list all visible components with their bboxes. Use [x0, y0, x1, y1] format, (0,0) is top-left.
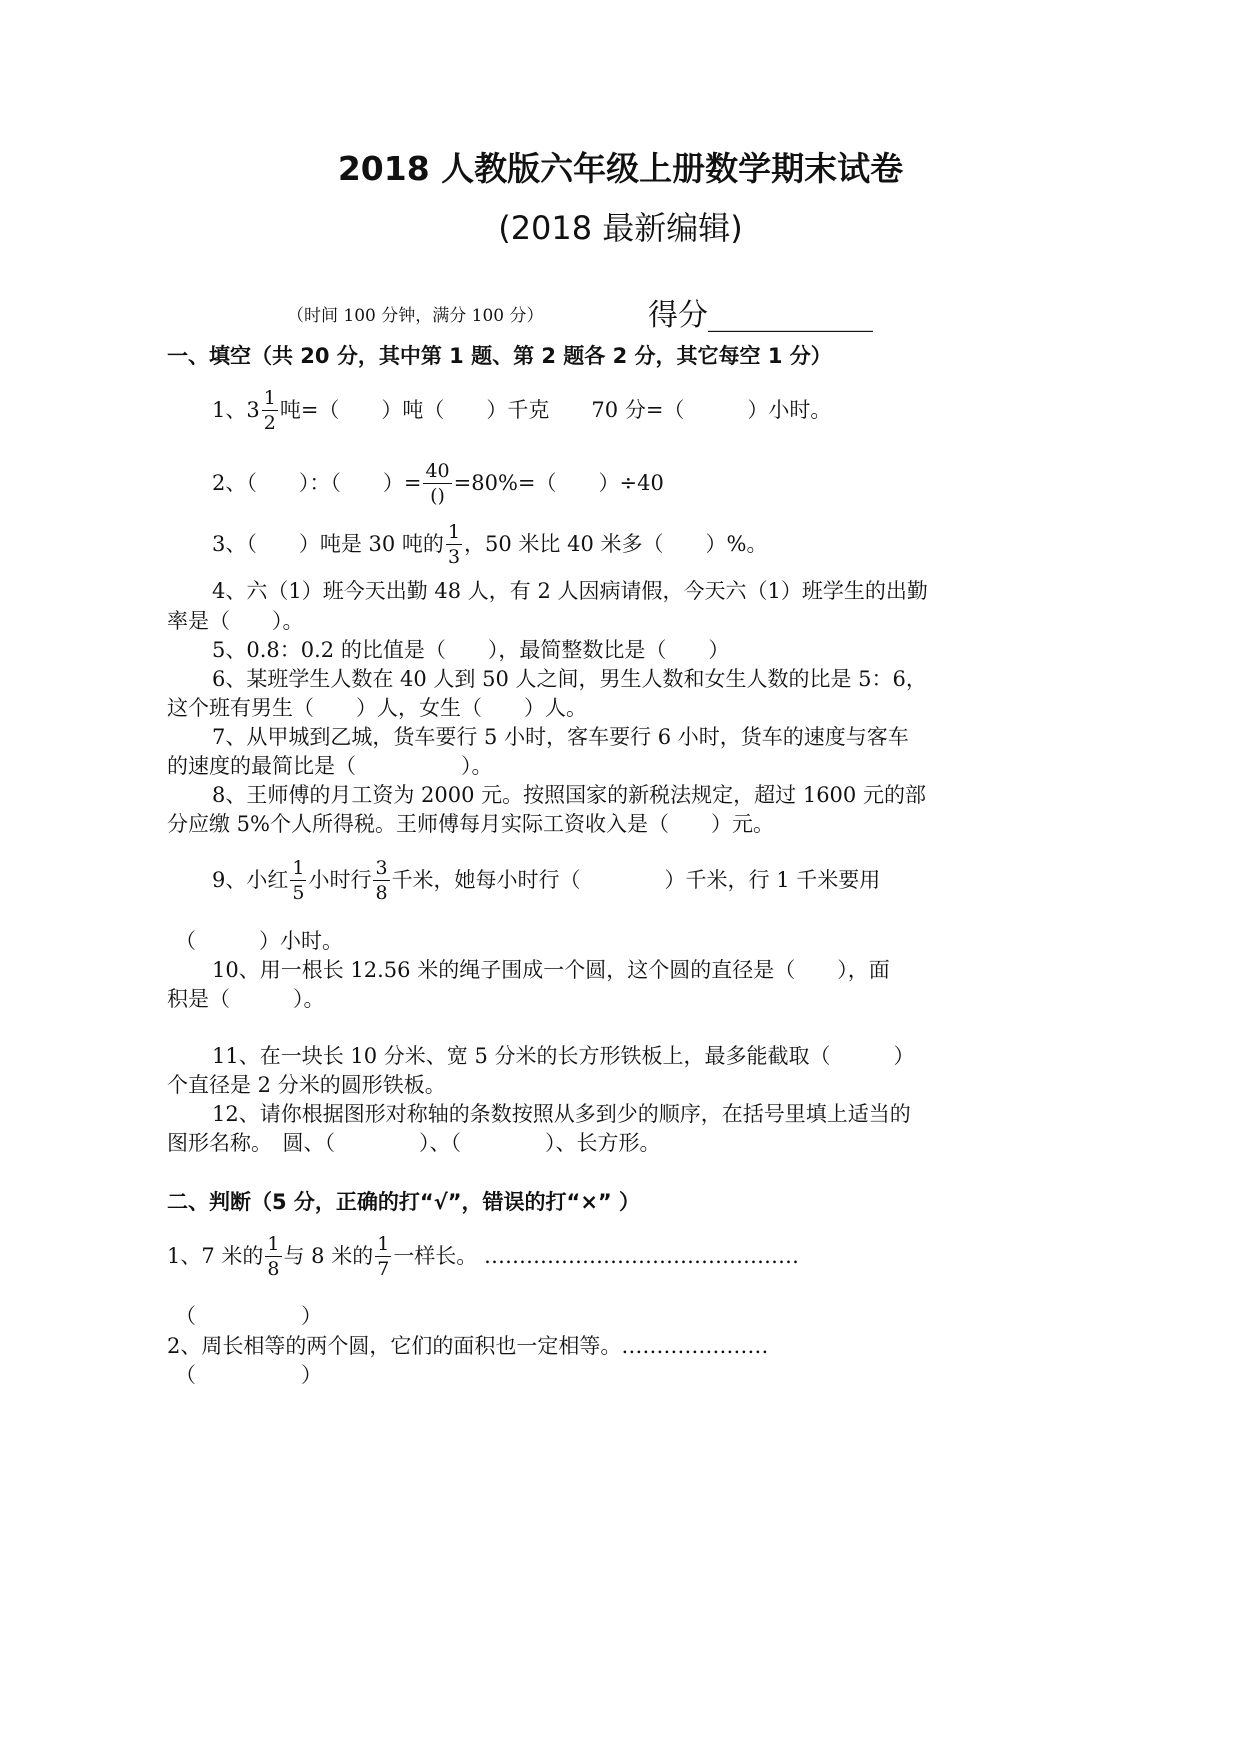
question-10-line-2: 积是（ ）。: [167, 987, 325, 1011]
judgement-2: 2、周长相等的两个圆，它们的面积也一定相等。…………………: [167, 1334, 769, 1358]
question-1: 1、3 $\frac{1}{2}$ 吨=（ ）吨（ ）千克 70 分=（ ）小时。: [212, 387, 832, 434]
question-5: 5、0.8：0.2 的比值是（ ），最简整数比是（ ）: [212, 638, 730, 662]
fraction: $\frac{1}{8}$: [267, 1233, 280, 1280]
fraction: $\frac{40}{()}$: [425, 460, 450, 507]
question-12-line-2: 图形名称。 圆、（ ）、（ ）、长方形。: [167, 1131, 661, 1155]
question-8-line-1: 8、王师傅的月工资为 2000 元。按照国家的新税法规定，超过 1600 元的部: [212, 783, 926, 807]
question-8-line-2: 分应缴 5%个人所得税。王师傅每月实际工资收入是（ ）元。: [167, 812, 774, 836]
question-2: 2、（ ）：（ ）= $\frac{40}{()}$ =80%=（ ）÷40: [212, 460, 664, 507]
question-7-line-2: 的速度的最简比是（ ）。: [167, 754, 493, 778]
section-2-heading: 二、判断（5 分，正确的打“√”，错误的打“×” ）: [167, 1190, 641, 1214]
judgement-1: 1、7 米的 $\frac{1}{8}$ 与 8 米的 $\frac{1}{7}$ 一样长。 ………………………………………: [167, 1233, 799, 1280]
question-6-line-2: 这个班有男生（ ）人，女生（ ）人。: [167, 696, 587, 720]
question-3: 3、（ ）吨是 30 吨的 $\frac{1}{3}$ ，50 米比 40 米多（ ）%。: [212, 521, 768, 568]
question-11-line-2: 个直径是 2 分米的圆形铁板。: [167, 1073, 446, 1097]
fraction: $\frac{1}{2}$: [263, 387, 276, 434]
judgement-1-answer[interactable]: （ ）: [175, 1304, 322, 1328]
question-4-line-2: 率是（ ）。: [167, 609, 304, 633]
fraction: $\frac{1}{5}$: [292, 857, 305, 904]
question-12-line-1: 12、请你根据图形对称轴的条数按照从多到少的顺序，在括号里填上适当的: [212, 1102, 911, 1126]
question-6-line-1: 6、某班学生人数在 40 人到 50 人之间，男生人数和女生人数的比是 5：6，: [212, 667, 927, 691]
question-7-line-1: 7、从甲城到乙城，货车要行 5 小时，客车要行 6 小时，货车的速度与客车: [212, 725, 909, 749]
question-10-line-1: 10、用一根长 12.56 米的绳子围成一个圆，这个圆的直径是（ ），面: [212, 958, 890, 982]
question-4-line-1: 4、六（1）班今天出勤 48 人，有 2 人因病请假，今天六（1）班学生的出勤: [212, 579, 928, 603]
fraction: $\frac{1}{7}$: [377, 1233, 390, 1280]
score-label: 得分___________: [648, 298, 873, 333]
judgement-2-answer[interactable]: （ ）: [175, 1363, 322, 1387]
fraction: $\frac{1}{3}$: [447, 521, 461, 568]
question-9-line-2: （ ）小时。: [175, 929, 343, 953]
exam-meta: （时间 100 分钟，满分 100 分）: [287, 306, 544, 326]
question-9-line-1: 9、小红 $\frac{1}{5}$ 小时行 $\frac{3}{8}$ 千米，她每小时行（ ）千米，行 1 千米要用: [212, 857, 881, 904]
question-11-line-1: 11、在一块长 10 分米、宽 5 分米的长方形铁板上，最多能截取（ ）: [212, 1044, 915, 1068]
fraction: $\frac{3}{8}$: [375, 857, 388, 904]
page-title: 2018 人教版六年级上册数学期末试卷: [337, 149, 904, 188]
page-subtitle: (2018 最新编辑): [498, 209, 743, 247]
section-1-heading: 一、填空（共 20 分，其中第 1 题、第 2 题各 2 分，其它每空 1 分）: [167, 344, 832, 368]
